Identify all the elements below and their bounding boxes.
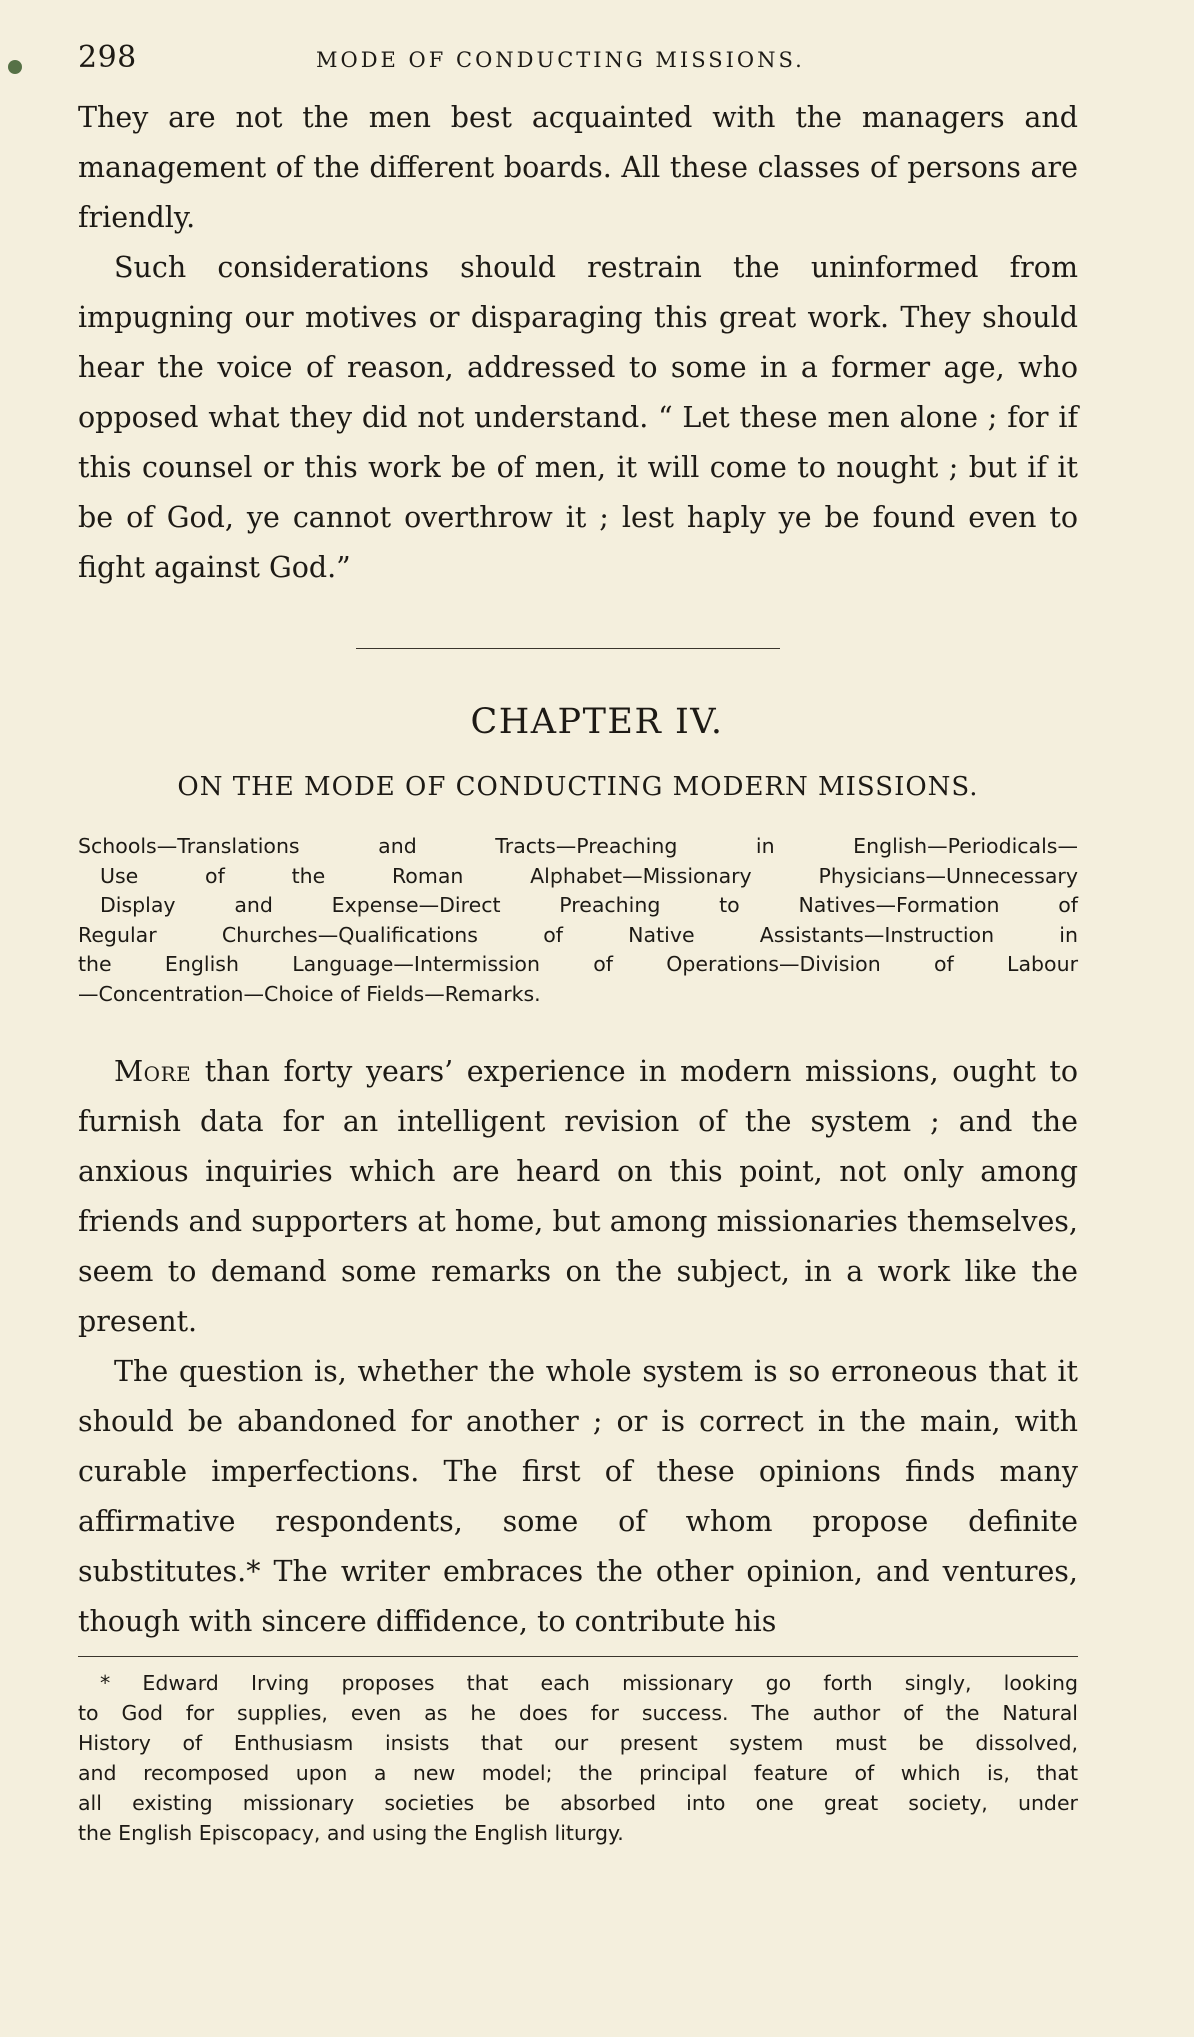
- page-header: [78, 36, 1078, 80]
- footnote-line: all existing missionary societies be absorbed into one great society, under: [78, 1791, 1078, 1815]
- contents-line: Schools—Translations and Tracts—Preaching in English—Periodicals—: [78, 834, 1078, 858]
- body-paragraph-2: Such considerations should restrain the uninformed from impugning our motives or disparaging this great work. They should hear the voice of reason, addressed to some in a former age, who opposed what they did not understand. “ Let these men alone ; for if this counsel or this work be of men, it will come to nought ; but if it be of God, ye cannot overthrow it ; lest haply ye be found even to fight against God.”: [78, 251, 1078, 584]
- contents-line: the English Language—Intermission of Operations—Division of Labour: [78, 952, 1078, 976]
- footnote: [78, 1668, 1078, 1848]
- footnote-line: and recomposed upon a new model; the principal feature of which is, that: [78, 1761, 1078, 1785]
- chapter-subtitle: ON THE MODE OF CONDUCTING MODERN MISSIONS.: [177, 772, 979, 802]
- ink-spot: [8, 60, 22, 74]
- contents-line: Display and Expense—Direct Preaching to Natives—Formation of: [100, 893, 1078, 917]
- body-paragraph-4: The question is, whether the whole system is so erroneous that it should be abandoned for another ; or is correct in the main, with curable imperfections. The first of these opinions finds many affirmative respondents, some of whom propose definite substitutes.* The writer embraces the other opinion, and ventures, though with sincere diffidence, to contribute his: [78, 1355, 1078, 1638]
- chapter-contents-summary: [78, 832, 1078, 1009]
- footnote-line: to God for supplies, even as he does for success. The author of the Natural: [78, 1701, 1078, 1725]
- page-number: 298: [78, 40, 137, 75]
- footnote-line: History of Enthusiasm insists that our present system must be dissolved,: [78, 1731, 1078, 1755]
- chapter-title: CHAPTER IV.: [470, 702, 724, 742]
- footnote-line: the English Episcopacy, and using the English liturgy.: [78, 1821, 624, 1845]
- contents-line: Regular Churches—Qualifications of Native Assistants—Instruction in: [78, 922, 1078, 947]
- contents-line: Use of the Roman Alphabet—Missionary Physicians—Unnecessary: [100, 863, 1078, 888]
- contents-line: —Concentration—Choice of Fields—Remarks.: [78, 981, 541, 1006]
- body-paragraph-3: [78, 1047, 1078, 1347]
- paragraph-lead-word: More: [114, 1055, 192, 1088]
- footnote-rule: [78, 1656, 1078, 1657]
- body-paragraph-1: They are not the men best acquainted with the managers and management of the different boards. All these classes of persons are friendly.: [78, 101, 1078, 234]
- chapter-divider-rule: [356, 648, 780, 649]
- running-head: MODE OF CONDUCTING MISSIONS.: [316, 48, 805, 72]
- footnote-line: * Edward Irving proposes that each missionary go forth singly, looking: [100, 1671, 1078, 1695]
- paragraph-text: than forty years’ experience in modern missions, ought to furnish data for an intelligent revision of the system ; and the anxious inquiries which are heard on this point, not only among friends and supporters at home, but among missionaries themselves, seem to demand some remarks on the subject, in a work like the present.: [78, 1055, 1078, 1338]
